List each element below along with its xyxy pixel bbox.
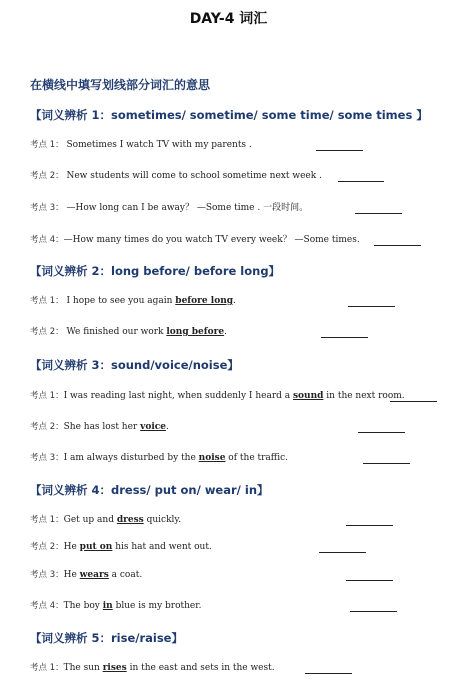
sentence-text: The boy (63, 601, 103, 611)
question-2-2 (30, 326, 227, 338)
answer-blank-5-1[interactable] (305, 673, 352, 674)
underlined-term: noise (198, 453, 226, 463)
answer-blank-2-1[interactable] (348, 306, 395, 307)
sentence-end: . (165, 422, 169, 432)
section-heading-4: 【词义辨析 4：dress/ put on/ wear/ in】 (30, 483, 269, 497)
sentence-end: . (233, 296, 236, 306)
sentence-text: —How long can I be away？ —Some time . 一段时间。 (63, 203, 309, 213)
question-2-1 (30, 295, 236, 307)
question-1-3 (30, 202, 308, 214)
underlined-term: in (102, 601, 113, 611)
answer-blank-4-3[interactable] (346, 580, 393, 581)
answer-blank-3-3[interactable] (363, 463, 410, 464)
point-label: 考点 3： (30, 203, 64, 213)
sentence-text: I am always disturbed by the (63, 453, 199, 463)
answer-blank-4-1[interactable] (346, 525, 393, 526)
answer-blank-1-4[interactable] (374, 245, 421, 246)
point-label: 考点 3： (30, 570, 64, 580)
answer-blank-3-2[interactable] (358, 432, 405, 433)
question-4-1 (30, 514, 181, 526)
question-4-3 (30, 569, 142, 581)
question-4-2 (30, 541, 212, 553)
sentence-end: of the traffic. (225, 453, 288, 463)
question-4-4 (30, 600, 201, 612)
sentence-end: . (224, 327, 227, 337)
sentence-end: a coat. (108, 570, 143, 580)
question-1-2 (30, 170, 322, 182)
instruction: 在横线中填写划线部分词汇的意思 (30, 78, 211, 92)
section-heading-5: 【词义辨析 5：rise/raise】 (30, 631, 183, 645)
question-1-1 (30, 139, 252, 151)
point-label: 考点 1： (30, 140, 64, 150)
sentence-text: She has lost her (63, 422, 141, 432)
section-heading-1: 【词义辨析 1：sometimes/ sometime/ some time/ some times 】 (30, 108, 428, 122)
sentence-text: New students will come to school sometime next week . (63, 171, 322, 181)
sentence-text: —How many times do you watch TV every week？ —Some times. (63, 235, 360, 245)
section-heading-3: 【词义辨析 3：sound/voice/noise】 (30, 358, 239, 372)
sentence-text: Sometimes I watch TV with my parents . (63, 140, 252, 150)
underlined-term: voice (140, 422, 166, 432)
sentence-text: I hope to see you again (63, 296, 176, 306)
sentence-text: He (63, 570, 80, 580)
answer-blank-3-1[interactable] (390, 401, 437, 402)
underlined-term: before long (175, 296, 234, 306)
sentence-text: I was reading last night, when suddenly I heard a (63, 391, 293, 401)
underlined-term: wears (79, 570, 109, 580)
sentence-text: He (63, 542, 80, 552)
question-1-4 (30, 234, 360, 246)
point-label: 考点 2： (30, 542, 64, 552)
point-label: 考点 1： (30, 515, 64, 525)
sentence-end: his hat and went out. (112, 542, 212, 552)
answer-blank-4-2[interactable] (319, 552, 366, 553)
question-5-1 (30, 662, 275, 674)
point-label: 考点 1： (30, 391, 64, 401)
page-title: DAY-4 词汇 (189, 11, 268, 27)
point-label: 考点 2： (30, 327, 64, 337)
point-label: 考点 1： (30, 663, 64, 673)
answer-blank-1-1[interactable] (316, 150, 363, 151)
point-label: 考点 3： (30, 453, 64, 463)
underlined-term: put on (79, 542, 113, 552)
sentence-text: We finished our work (63, 327, 167, 337)
answer-blank-1-2[interactable] (338, 181, 384, 182)
underlined-term: sound (292, 391, 324, 401)
question-3-3 (30, 452, 288, 464)
sentence-end: blue is my brother. (112, 601, 202, 611)
sentence-end: quickly. (143, 515, 182, 525)
sentence-end: in the next room. (323, 391, 405, 401)
sentence-text: The sun (63, 663, 103, 673)
sentence-end: in the east and sets in the west. (126, 663, 275, 673)
answer-blank-1-3[interactable] (355, 213, 402, 214)
sentence-text: Get up and (63, 515, 117, 525)
question-3-1 (30, 390, 405, 402)
underlined-term: rises (102, 663, 127, 673)
answer-blank-4-4[interactable] (350, 611, 397, 612)
question-3-2 (30, 421, 169, 433)
point-label: 考点 4： (30, 235, 64, 245)
answer-blank-2-2[interactable] (321, 337, 368, 338)
underlined-term: long before (166, 327, 225, 337)
point-label: 考点 4： (30, 601, 64, 611)
underlined-term: dress (116, 515, 144, 525)
point-label: 考点 1： (30, 296, 64, 306)
section-heading-2: 【词义辨析 2：long before/ before long】 (30, 264, 281, 278)
point-label: 考点 2： (30, 171, 64, 181)
point-label: 考点 2： (30, 422, 64, 432)
